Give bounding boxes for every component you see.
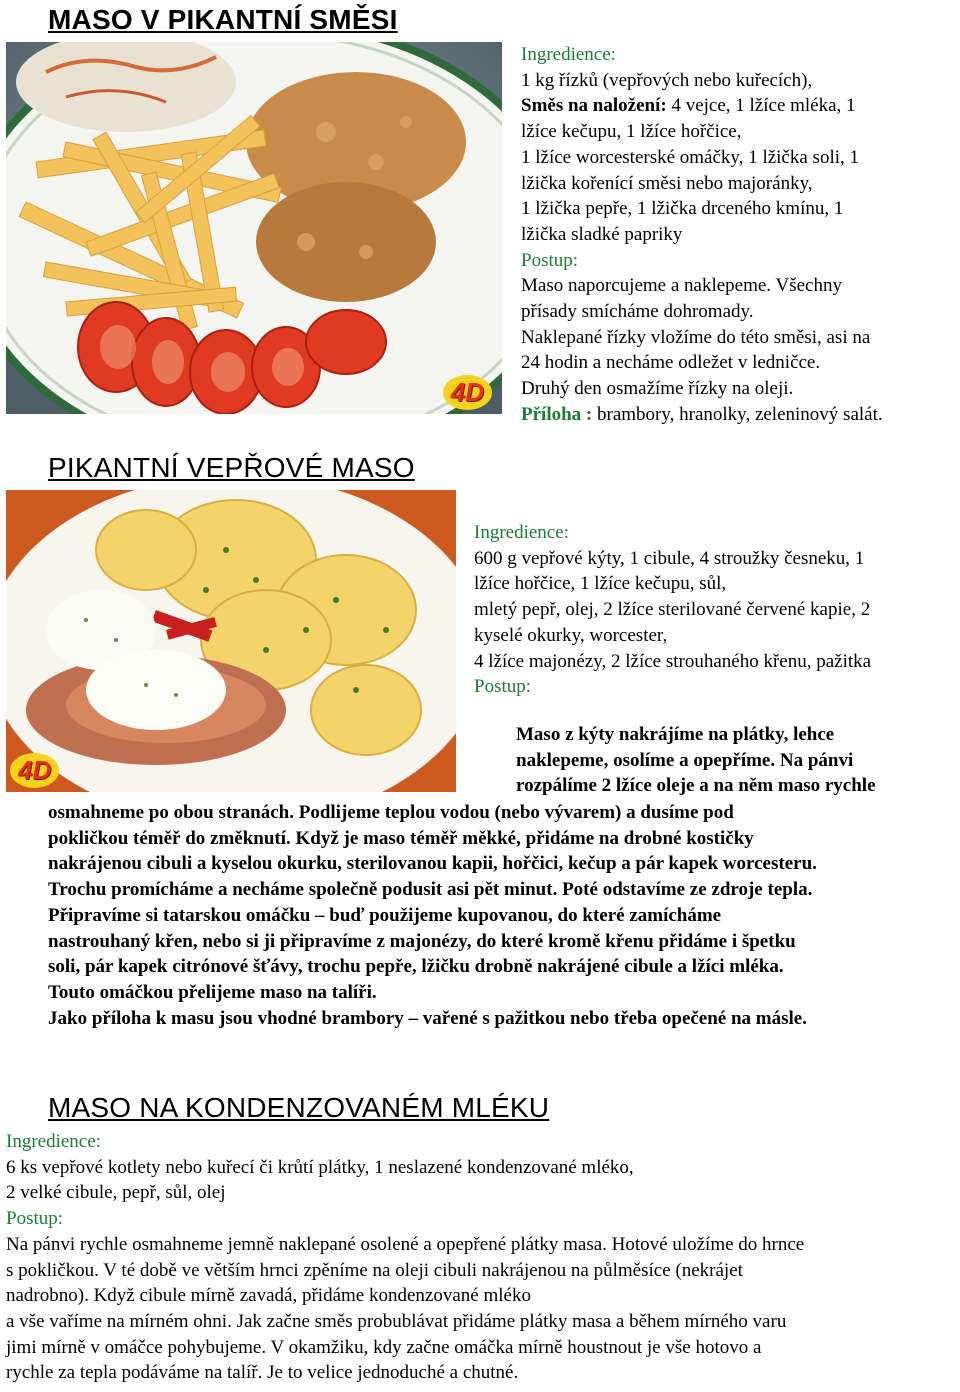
recipe-2-line bbox=[474, 546, 871, 572]
line-text: 6 ks vepřové kotlety nebo kuřecí či krůtí plátky, 1 neslazené kondenzované mléko, bbox=[6, 1156, 634, 1178]
recipe-3-line bbox=[6, 1129, 804, 1155]
line-text: 1 lžíce worcesterské omáčky, 1 lžička soli, 1 bbox=[521, 146, 860, 168]
line-text: mletý pepř, olej, 2 lžíce sterilované červené kapie, 2 bbox=[474, 599, 871, 621]
line-text: rychle za tepla podáváme na talíř. Je to velice jednoduché a chutné. bbox=[6, 1362, 519, 1384]
recipe-1-line bbox=[521, 93, 883, 119]
line-text: brambory, hranolky, zeleninový salát. bbox=[592, 403, 883, 425]
section-label: Postup: bbox=[6, 1208, 64, 1230]
recipe-1-line bbox=[521, 222, 883, 248]
recipe-2-text bbox=[474, 520, 871, 700]
line-text: lžička sladké papriky bbox=[521, 223, 683, 245]
recipe-1-line bbox=[521, 145, 883, 171]
line-text: nadrobno). Když cibule mírně zavadá, přidáme kondenzované mléko bbox=[6, 1285, 531, 1307]
line-text: 4 vejce, 1 lžíce mléka, 1 bbox=[666, 95, 856, 117]
recipe-2-method-line: Trochu promícháme a necháme společně podusit asi pět minut. Poté odstavíme ze zdroje tepla. bbox=[48, 879, 813, 901]
section-label: Postup: bbox=[474, 676, 532, 698]
line-text: a vše vaříme na mírném ohni. Jak začne směs probublávat přidáme plátky masa a během mírného varu bbox=[6, 1310, 787, 1332]
recipe-2-photo bbox=[6, 490, 456, 792]
line-text: přísady smícháme dohromady. bbox=[521, 301, 754, 323]
recipe-2-method-line: nastrouhaný křen, nebo si ji připravíme z majonézy, do které kromě křenu přidáme i špetku bbox=[48, 930, 796, 952]
recipe-1-line bbox=[521, 299, 883, 325]
recipe-2-title: PIKANTNÍ VEPŘOVÉ MASO bbox=[48, 452, 415, 483]
line-text: kyselé okurky, worcester, bbox=[474, 624, 668, 646]
recipe-1-line bbox=[521, 273, 883, 299]
recipe-2-side-line: Maso z kýty nakrájíme na plátky, lehce bbox=[516, 724, 835, 745]
line-text: 24 hodin a necháme odležet v ledničce. bbox=[521, 352, 821, 374]
recipe-2-method-line: Touto omáčkou přelijeme maso na talíři. bbox=[48, 981, 377, 1003]
recipe-1-line bbox=[521, 119, 883, 145]
bold-prefix: Směs na naložení: bbox=[521, 95, 667, 117]
section-label: Příloha : bbox=[521, 403, 593, 425]
recipe-3-text bbox=[6, 1129, 804, 1386]
recipe-3-title: MASO NA KONDENZOVANÉM MLÉKU bbox=[48, 1092, 550, 1123]
recipe-3-line bbox=[6, 1180, 804, 1206]
line-text: Druhý den osmažíme řízky na oleji. bbox=[521, 378, 794, 400]
recipe-3-line bbox=[6, 1258, 804, 1284]
section-label: Ingredience: bbox=[474, 522, 569, 543]
recipe-1-line bbox=[521, 325, 883, 351]
recipe-2-line bbox=[474, 597, 871, 623]
line-text: lžíce hořčice, 1 lžíce kečupu, sůl, bbox=[474, 573, 727, 595]
schnitzel-fries-plate-image bbox=[6, 42, 502, 414]
recipe-2-line bbox=[474, 520, 871, 546]
recipe-1-line bbox=[521, 376, 883, 402]
line-text: 1 lžička pepře, 1 lžička drceného kmínu, 1 bbox=[521, 198, 844, 220]
recipe-2-line bbox=[474, 623, 871, 649]
recipe-3-line bbox=[6, 1309, 804, 1335]
recipe-2-method-line: osmahneme po obou stranách. Podlijeme teplou vodou (nebo vývarem) a dusíme pod bbox=[48, 802, 734, 823]
recipe-2-line bbox=[474, 571, 871, 597]
recipe-2-line bbox=[474, 649, 871, 675]
line-text: 600 g vepřové kýty, 1 cibule, 4 stroužky česneku, 1 bbox=[474, 547, 865, 569]
recipe-1-line bbox=[521, 196, 883, 222]
line-text: 2 velké cibule, pepř, sůl, olej bbox=[6, 1182, 226, 1204]
recipe-3-line bbox=[6, 1335, 804, 1361]
line-text: s pokličkou. V té době ve větším hrnci zpěníme na oleji cibuli nakrájenou na půlměsíce (nekrájet bbox=[6, 1259, 743, 1281]
line-text: lžička kořenící směsi nebo majoránky, bbox=[521, 172, 813, 194]
recipe-1-line bbox=[521, 402, 883, 428]
recipe-2-method-side bbox=[516, 722, 876, 799]
pork-potatoes-plate-image bbox=[6, 490, 456, 792]
recipe-1-title: MASO V PIKANTNÍ SMĚSI bbox=[48, 4, 398, 35]
recipe-1-line bbox=[521, 350, 883, 376]
recipe-2-method-line: Připravíme si tatarskou omáčku – buď použijeme kupovanou, do které zamícháme bbox=[48, 904, 722, 926]
line-text: jimi mírně v omáčce pohybujeme. V okamžiku, kdy začne omáčka mírně houstnout je vše hotovo a bbox=[6, 1336, 762, 1358]
recipe-2-method-line: soli, pár kapek citrónové šťávy, trochu pepře, lžičku drobně nakrájené cibule a lžíci mléka. bbox=[48, 956, 784, 978]
line-text: Maso naporcujeme a naklepeme. Všechny bbox=[521, 275, 842, 297]
4d-logo: 4D bbox=[10, 753, 59, 788]
4d-logo: 4D bbox=[443, 375, 492, 410]
recipe-1-text bbox=[521, 42, 883, 428]
line-text: 4 lžíce majonézy, 2 lžíce strouhaného křenu, pažitka bbox=[474, 650, 872, 672]
line-text: Na pánvi rychle osmahneme jemně naklepané osolené a opepřené plátky masa. Hotové uložíme do hrnce bbox=[6, 1233, 805, 1255]
recipe-2-method-line: pokličkou téměř do změknutí. Když je maso téměř měkké, přidáme na drobné kostičky bbox=[48, 827, 754, 849]
recipe-3-line bbox=[6, 1232, 804, 1258]
recipe-1-line bbox=[521, 248, 883, 274]
section-label: Postup: bbox=[521, 249, 579, 271]
recipe-3-line bbox=[6, 1360, 804, 1386]
recipe-1-line bbox=[521, 171, 883, 197]
recipe-3-line bbox=[6, 1283, 804, 1309]
recipe-2-side-line: rozpálíme 2 lžíce oleje a na něm maso rychle bbox=[516, 775, 876, 797]
recipe-3-line bbox=[6, 1206, 804, 1232]
recipe-1-line bbox=[521, 68, 883, 94]
section-label: Ingredience: bbox=[521, 44, 616, 65]
recipe-2-method-line: nakrájenou cibuli a kyselou okurku, sterilovanou kapii, hořčici, kečup a pár kapek worcesteru. bbox=[48, 853, 817, 875]
recipe-2-line bbox=[474, 674, 871, 700]
recipe-1-line bbox=[521, 42, 883, 68]
recipe-2-method bbox=[48, 800, 817, 1031]
recipe-1-photo bbox=[6, 42, 502, 414]
recipe-3-line bbox=[6, 1155, 804, 1181]
line-text: lžíce kečupu, 1 lžíce hořčice, bbox=[521, 121, 742, 143]
line-text: Naklepané řízky vložíme do této směsi, asi na bbox=[521, 326, 871, 348]
line-text: 1 kg řízků (vepřových nebo kuřecích), bbox=[521, 69, 813, 91]
section-label: Ingredience: bbox=[6, 1131, 101, 1152]
recipe-2-side-line: naklepeme, osolíme a opepříme. Na pánvi bbox=[516, 749, 854, 771]
recipe-2-method-line: Jako příloha k masu jsou vhodné brambory – vařené s pažitkou nebo třeba opečené na másle. bbox=[48, 1007, 807, 1029]
